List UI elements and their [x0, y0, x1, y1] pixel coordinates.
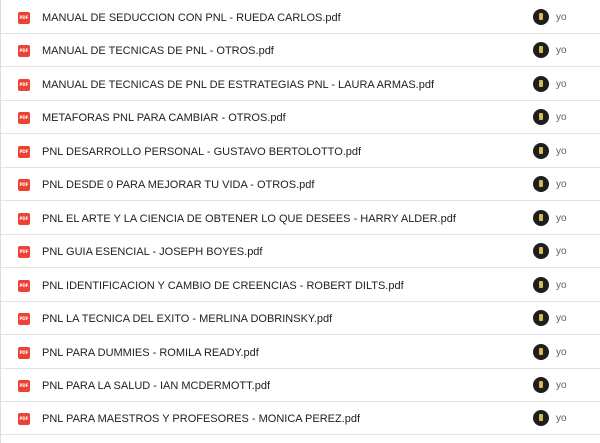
owner-avatar	[533, 9, 549, 25]
owner-label: yo	[556, 379, 567, 391]
owner-avatar	[533, 243, 549, 259]
file-row[interactable]	[1, 68, 600, 101]
pdf-file-icon: PDF	[18, 112, 30, 124]
owner-label: yo	[556, 12, 567, 23]
file-row[interactable]	[1, 168, 600, 201]
owner-label: yo	[556, 45, 567, 57]
owner-label: yo	[556, 212, 567, 224]
file-name[interactable]: MANUAL DE TECNICAS DE PNL DE ESTRATEGIAS PNL - LAURA ARMAS.pdf	[42, 78, 435, 91]
owner-label: yo	[556, 413, 567, 425]
file-name[interactable]: PNL PARA LA SALUD - IAN MCDERMOTT.pdf	[42, 379, 271, 392]
pdf-file-icon: PDF	[18, 146, 30, 158]
file-row[interactable]	[1, 101, 600, 134]
file-row[interactable]	[1, 302, 600, 335]
owner-avatar	[533, 210, 549, 226]
file-name[interactable]: PNL DESARROLLO PERSONAL - GUSTAVO BERTOLOTTO.pdf	[42, 145, 362, 158]
owner-avatar	[533, 377, 549, 393]
file-row[interactable]	[1, 336, 600, 369]
file-row[interactable]	[1, 135, 600, 168]
owner-label: yo	[556, 346, 567, 358]
owner-avatar	[533, 143, 549, 159]
file-row[interactable]	[1, 235, 600, 268]
file-name[interactable]: PNL PARA MAESTROS Y PROFESORES - MONICA PEREZ.pdf	[42, 413, 361, 426]
file-name[interactable]: PNL PARA DUMMIES - ROMILA READY.pdf	[42, 346, 259, 359]
owner-avatar	[533, 109, 549, 125]
owner-label: yo	[556, 112, 567, 124]
file-name[interactable]: PNL GUIA ESENCIAL - JOSEPH BOYES.pdf	[42, 246, 263, 259]
file-name[interactable]: PNL IDENTIFICACION Y CAMBIO DE CREENCIAS - ROBERT DILTS.pdf	[42, 279, 404, 292]
file-name[interactable]: PNL LA TECNICA DEL EXITO - MERLINA DOBRINSKY.pdf	[42, 313, 333, 326]
pdf-file-icon: PDF	[18, 380, 30, 392]
owner-avatar	[533, 176, 549, 192]
owner-label: yo	[556, 246, 567, 258]
owner-label: yo	[556, 179, 567, 191]
owner-avatar	[533, 42, 549, 58]
pdf-file-icon: PDF	[18, 347, 30, 359]
owner-avatar	[533, 410, 549, 426]
owner-avatar	[533, 277, 549, 293]
pdf-file-icon: PDF	[18, 313, 30, 325]
owner-label: yo	[556, 145, 567, 157]
owner-label: yo	[556, 313, 567, 325]
file-name[interactable]: METAFORAS PNL PARA CAMBIAR - OTROS.pdf	[42, 112, 286, 125]
file-row[interactable]	[1, 202, 600, 235]
file-row[interactable]	[1, 269, 600, 302]
pdf-file-icon: PDF	[18, 79, 30, 91]
file-name[interactable]: PNL DESDE 0 PARA MEJORAR TU VIDA - OTROS.pdf	[42, 179, 315, 192]
file-name[interactable]: MANUAL DE SEDUCCION CON PNL - RUEDA CARLOS.pdf	[42, 12, 341, 24]
owner-avatar	[533, 344, 549, 360]
pdf-file-icon: PDF	[18, 280, 30, 292]
owner-avatar	[533, 310, 549, 326]
file-row[interactable]	[1, 402, 600, 435]
owner-avatar	[533, 76, 549, 92]
pdf-file-icon: PDF	[18, 413, 30, 425]
pdf-file-icon: PDF	[18, 213, 30, 225]
file-name[interactable]: PNL EL ARTE Y LA CIENCIA DE OBTENER LO QUE DESEES - HARRY ALDER.pdf	[42, 212, 456, 225]
pdf-file-icon: PDF	[18, 12, 30, 24]
pdf-file-icon: PDF	[18, 246, 30, 258]
pdf-file-icon: PDF	[18, 179, 30, 191]
file-row[interactable]	[1, 34, 600, 67]
pdf-file-icon: PDF	[18, 45, 30, 57]
file-name[interactable]: MANUAL DE TECNICAS DE PNL - OTROS.pdf	[42, 45, 274, 58]
file-row[interactable]	[1, 1, 600, 34]
file-row[interactable]	[1, 369, 600, 402]
owner-label: yo	[556, 279, 567, 291]
owner-label: yo	[556, 78, 567, 90]
